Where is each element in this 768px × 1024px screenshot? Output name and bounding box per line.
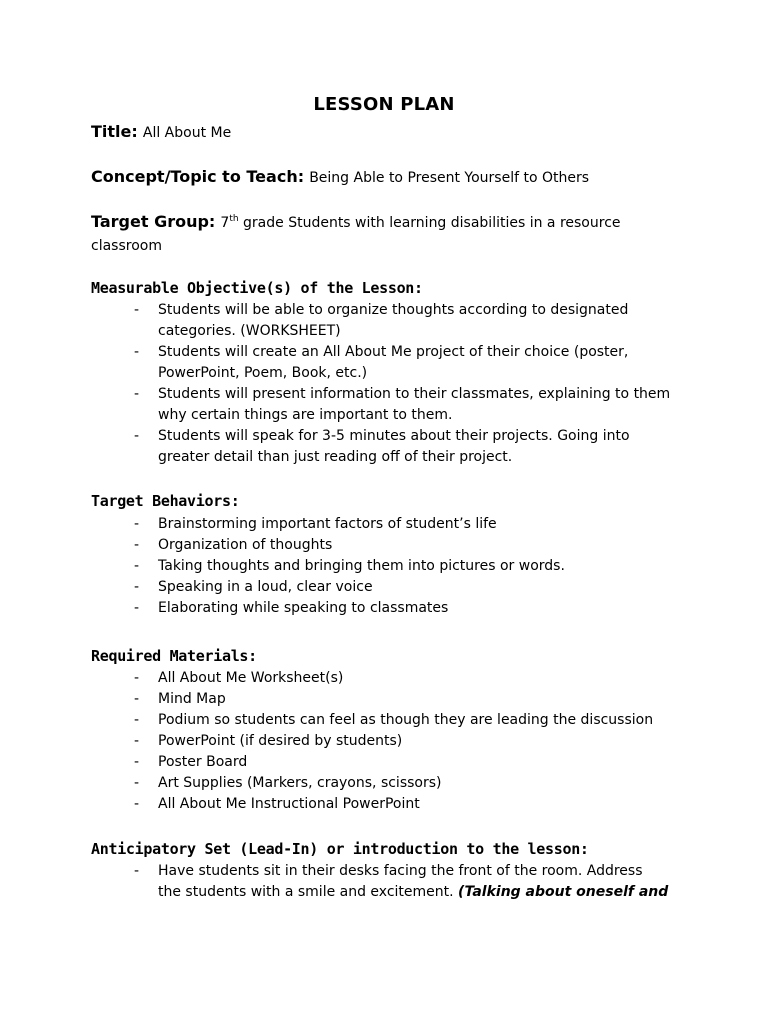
behaviors-list: [0, 514, 768, 619]
list-item-line: PowerPoint, Poem, Book, etc.): [158, 365, 368, 381]
list-item: [0, 731, 678, 752]
target-group-value-line2: classroom: [91, 238, 162, 254]
list-item: [0, 556, 678, 577]
list-item-line: Students will speak for 3-5 minutes about their projects. Going into: [158, 428, 630, 444]
bullet-dash: -: [134, 691, 140, 707]
list-item-line: Students will present information to their classmates, explaining to them: [158, 386, 671, 402]
list-item: [0, 794, 678, 815]
bullet-dash: -: [134, 428, 140, 444]
bullet-dash: -: [134, 558, 140, 574]
list-item: [0, 426, 678, 468]
list-item: [0, 689, 678, 710]
materials-heading: Required Materials:: [91, 647, 257, 665]
list-item-line: greater detail than just reading off of their project.: [158, 449, 513, 465]
list-item-line: Students will create an All About Me project of their choice (poster,: [158, 344, 629, 360]
objectives-heading: Measurable Objective(s) of the Lesson:: [91, 279, 423, 297]
bullet-dash: -: [134, 712, 140, 728]
list-item-text: Poster Board: [158, 754, 248, 770]
list-item-line: Students will be able to organize thoughts according to designated: [158, 302, 629, 318]
list-item-text: All About Me Worksheet(s): [158, 670, 344, 686]
bullet-dash: -: [134, 516, 140, 532]
anticipatory-list: [0, 861, 768, 903]
bullet-dash: -: [134, 302, 140, 318]
materials-list: [0, 668, 768, 815]
list-item-text: Podium so students can feel as though they are leading the discussion: [158, 712, 654, 728]
bullet-dash: -: [134, 537, 140, 553]
list-item-text: All About Me Instructional PowerPoint: [158, 796, 420, 812]
bullet-dash: -: [134, 863, 140, 879]
list-item-text: Speaking in a loud, clear voice: [158, 579, 373, 595]
list-item: [0, 598, 678, 619]
list-item: [0, 384, 678, 426]
page-title: LESSON PLAN: [313, 94, 455, 115]
list-item-text: Brainstorming important factors of student’s life: [158, 516, 497, 532]
list-item: [0, 861, 678, 903]
title-value: All About Me: [142, 125, 232, 141]
bullet-dash: -: [134, 796, 140, 812]
list-item-line: Have students sit in their desks facing the front of the room. Address: [158, 863, 643, 879]
bullet-dash: -: [134, 386, 140, 402]
list-item-line: categories. (WORKSHEET): [158, 323, 341, 339]
behaviors-heading: Target Behaviors:: [91, 492, 240, 510]
list-item-line: the students with a smile and excitement.: [158, 884, 459, 900]
bullet-dash: -: [134, 733, 140, 749]
list-item: [0, 773, 678, 794]
target-group-number: 7: [220, 215, 230, 231]
list-item-line: why certain things are important to them.: [158, 407, 453, 423]
list-item-text: Mind Map: [158, 691, 226, 707]
list-item: [0, 342, 678, 384]
objectives-list: [0, 300, 768, 468]
list-item-text: Elaborating while speaking to classmates: [158, 600, 449, 616]
list-item: [0, 514, 678, 535]
bullet-dash: -: [134, 600, 140, 616]
bullet-dash: -: [134, 344, 140, 360]
list-item-text: PowerPoint (if desired by students): [158, 733, 403, 749]
list-item: [0, 577, 678, 598]
concept-label: Concept/Topic to Teach:: [91, 167, 305, 186]
title-field: [91, 121, 691, 144]
bullet-dash: -: [134, 579, 140, 595]
concept-field: [91, 166, 691, 189]
target-group-label: Target Group:: [91, 212, 216, 231]
title-label: Title:: [91, 122, 138, 141]
list-item: [0, 710, 678, 731]
bullet-dash: -: [134, 775, 140, 791]
list-item-text: Organization of thoughts: [158, 537, 333, 553]
list-item: [0, 535, 678, 556]
list-item-text: Taking thoughts and bringing them into pictures or words.: [158, 558, 565, 574]
target-group-ordinal: th: [229, 214, 239, 224]
concept-value: Being Able to Present Yourself to Others: [309, 170, 590, 186]
list-item-text: Art Supplies (Markers, crayons, scissors): [158, 775, 442, 791]
bullet-dash: -: [134, 670, 140, 686]
list-item: [0, 300, 678, 342]
emphasized-text: (Talking about oneself and: [458, 884, 669, 900]
target-group-value-line1: grade Students with learning disabilities in a resource: [238, 215, 621, 231]
target-group-field: [91, 211, 691, 257]
anticipatory-heading: Anticipatory Set (Lead-In) or introduction to the lesson:: [91, 840, 589, 858]
list-item: [0, 752, 678, 773]
list-item: [0, 668, 678, 689]
bullet-dash: -: [134, 754, 140, 770]
